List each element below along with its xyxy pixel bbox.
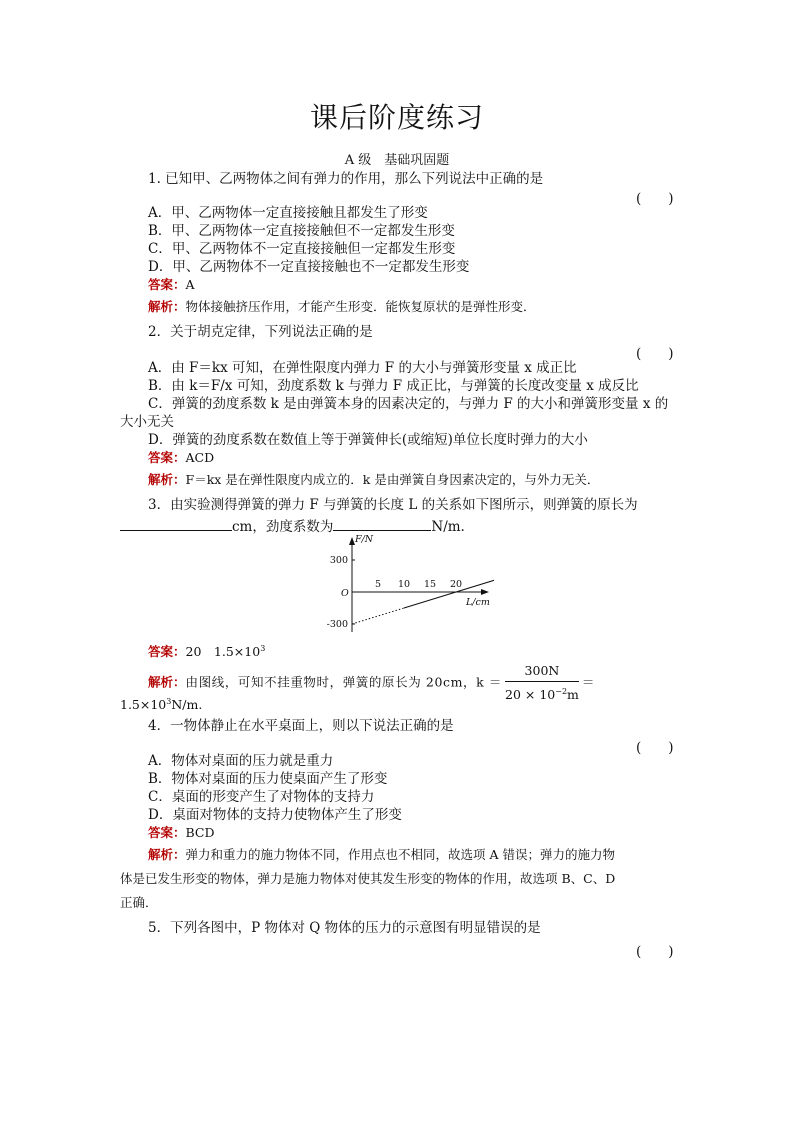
q1-option-d: D．甲、乙两物体不一定直接接触也不一定都发生形变 — [148, 259, 470, 275]
q1-answer — [148, 276, 195, 294]
analysis-label: 解析： — [148, 472, 186, 487]
q4-option-c: C．桌面的形变产生了对物体的支持力 — [148, 789, 375, 805]
page-title: 课后阶度练习 — [309, 101, 484, 134]
answer-label: 答案： — [148, 825, 186, 840]
q1-analysis-text: 物体接触挤压作用，才能产生形变．能恢复原状的是弹性形变． — [185, 299, 536, 314]
answer-label: 答案： — [148, 644, 186, 660]
x-axis-label: L/cm — [466, 597, 490, 608]
blank-spring-constant[interactable] — [333, 516, 431, 531]
q1-option-b: B．甲、乙两物体一定直接接触但不一定都发生形变 — [148, 223, 455, 239]
q5-answer-paren: ( ) — [636, 944, 674, 960]
spring-constant-fraction: $\frac{300N}{20 \times 10^{-2}m}$ — [505, 663, 579, 703]
y-tick-label: -300 — [326, 619, 348, 630]
blank-original-length[interactable] — [120, 516, 232, 531]
q2-option-d: D．弹簧的劲度系数在数值上等于弹簧伸长(或缩短)单位长度时弹力的大小 — [148, 432, 588, 448]
q4-analysis-line-1: 弹力和重力的施力物体不同，作用点也不相同，故选项 A 错误；弹力的施力物 — [185, 847, 615, 862]
series-line-extrapolated — [352, 608, 404, 624]
q4-answer-value: BCD — [185, 825, 215, 840]
q3-analysis-cont: $1.5\times 10^3N/m$. — [120, 697, 203, 713]
q4-analysis-line-2: 体是已发生形变的物体，弹力是施力物体对使其发生形变的物体的作用，故选项 B、C、D — [120, 871, 616, 886]
x-tick-label: 15 — [423, 579, 437, 590]
q1-stem: 1. 已知甲、乙两物体之间有弹力的作用，那么下列说法中正确的是 — [148, 171, 544, 187]
section-heading: A 级 基础巩固题 — [344, 153, 450, 168]
q4-analysis-line-3: 正确． — [120, 895, 158, 910]
origin-label: O — [341, 588, 349, 599]
q3-stem: 3．由实验测得弹簧的弹力 F 与弹簧的长度 L 的关系如下图所示，则弹簧的原长为 — [148, 497, 638, 513]
x-tick-label: 10 — [397, 579, 411, 590]
q2-option-b: B．由 k＝F/x 可知，劲度系数 k 与弹力 F 成正比，与弹簧的长度改变量 x 成反比 — [148, 378, 639, 394]
q2-analysis-text: F＝kx 是在弹性限度内成立的．k 是由弹簧自身因素决定的，与外力无关． — [185, 472, 600, 487]
q4-option-b: B．物体对桌面的压力使桌面产生了形变 — [148, 771, 388, 787]
q4-option-a: A．物体对桌面的压力就是重力 — [148, 753, 334, 769]
q2-stem: 2．关于胡克定律，下列说法正确的是 — [148, 324, 373, 340]
q2-answer-paren: ( ) — [636, 346, 674, 362]
q3-analysis: 解析：由图线，可知不挂重物时，弹簧的原长为 20cm，k ＝ $\frac{300N}{20 \times 10^{-2}m}$ ＝ — [148, 663, 595, 703]
q1-analysis — [148, 298, 536, 316]
q4-stem: 4．一物体静止在水平桌面上，则以下说法正确的是 — [148, 718, 454, 734]
q2-analysis — [148, 471, 599, 489]
answer-label: 答案： — [148, 450, 186, 465]
y-axis-label: F/N — [355, 534, 374, 545]
x-axis-arrow — [481, 589, 489, 595]
q4-answer-paren: ( ) — [636, 740, 674, 756]
analysis-label: 解析： — [148, 847, 186, 862]
q5-stem: 5．下列各图中，P 物体对 Q 物体的压力的示意图有明显错误的是 — [148, 920, 541, 936]
x-tick-label: 5 — [374, 579, 382, 590]
q4-analysis — [148, 846, 615, 864]
answer-label: 答案： — [148, 277, 186, 292]
q3-answer: 答案：20 $1.5\times 10^3$ — [148, 644, 266, 660]
q1-option-c: C．甲、乙两物体不一定直接接触但一定都发生形变 — [148, 241, 456, 257]
analysis-label: 解析： — [148, 299, 186, 314]
q3-blanks: cm，劲度系数为 N/m. — [120, 516, 465, 536]
q2-answer-value: ACD — [185, 450, 215, 465]
q2-option-a: A．由 F＝kx 可知，在弹性限度内弹力 F 的大小与弹簧形变量 x 成正比 — [148, 360, 577, 376]
q1-option-a: A．甲、乙两物体一定直接接触且都发生了形变 — [148, 205, 428, 221]
q2-option-c-cont: 大小无关 — [120, 414, 174, 430]
q1-answer-paren: ( ) — [636, 191, 674, 207]
q3-analysis-text: 由图线，可知不挂重物时，弹簧的原长为 20cm，k ＝ — [185, 674, 502, 690]
q2-option-c: C．弹簧的劲度系数 k 是由弹簧本身的因素决定的，与弹力 F 的大小和弹簧形变量 x 的 — [148, 396, 669, 412]
x-tick-label: 20 — [449, 579, 463, 590]
q1-answer-value: A — [185, 277, 195, 292]
q4-answer — [148, 824, 215, 842]
y-tick-label: 300 — [329, 555, 348, 566]
q3-answer-value: 20 1.5×10 — [185, 644, 261, 660]
q4-option-d: D．桌面对物体的支持力使物体产生了形变 — [148, 807, 402, 823]
analysis-label: 解析： — [148, 674, 186, 690]
q2-answer — [148, 449, 214, 467]
force-length-graph — [322, 532, 494, 636]
